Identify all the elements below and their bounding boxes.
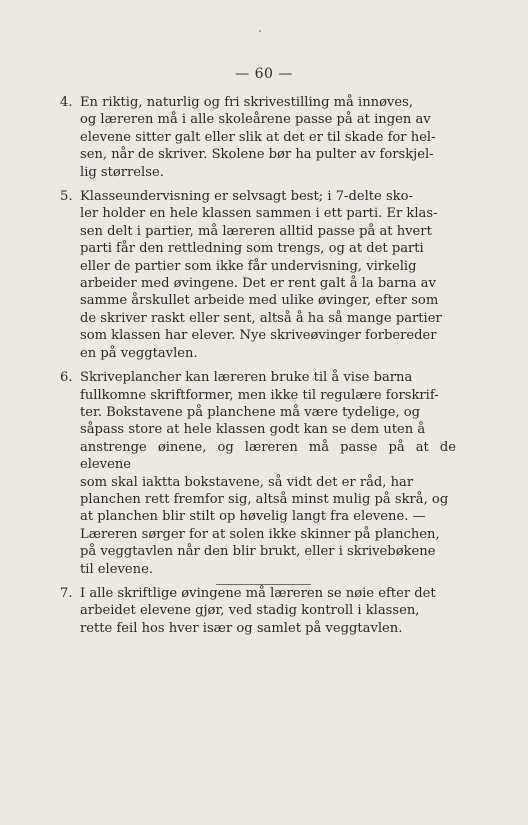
list-item-5 bbox=[60, 188, 456, 362]
list-item-4 bbox=[60, 94, 456, 181]
item-number: 7. bbox=[60, 585, 73, 601]
item-text: Klasseundervisning er selvsagt best; i 7-delte sko- ler holder en hele klassen sammen i ett parti. Er klas- sen delt i partier, må læreren alltid passe på at hvert parti får den rettledning som trengs, og at det parti eller de partier som ikke får undervisning, virkelig arbeider med øvingene. Det er rent galt å la barna av samme årskullet arbeide med ulike øvinger, efter som de skriver raskt eller sent, altså å ha så mange partier som klassen har elever. Nye skriveøvinger forbereder en på veggtavlen. bbox=[80, 189, 442, 361]
page-number: — 60 — bbox=[235, 66, 293, 82]
item-text: En riktig, naturlig og fri skrivestilling må innøves, og læreren må i alle skoleårene passe på at ingen av elevene sitter galt eller slik at det er til skade for hel- sen, når de skriver. Skolene bør ha pulter av forskjel- lig størrelse. bbox=[80, 95, 436, 180]
list-item-7 bbox=[60, 585, 456, 637]
item-text: Skriveplancher kan læreren bruke til å vise barna fullkomne skriftformer, men ikke til regulære forskrif- ter. Bokstavene på planchene må være tydelige, og såpass store at hele klassen godt kan se dem uten å anstrenge øinene, og læreren må passe på at de elevene som skal iaktta bokstavene, så vidt det er råd, har planchen rett fremfor sig, altså minst mulig på skrå, og at planchen blir stilt op høvelig langt fra elevene. — Læreren sørger for at solen ikke skinner på planchen, på veggtavlen når den blir brukt, eller i skrivebøkene til elevene. bbox=[80, 370, 456, 577]
item-text: I alle skriftlige øvingene må læreren se nøie efter det arbeidet elevene gjør, ved stadig kontroll i klassen, rette feil hos hver især og samlet på veggtavlen. bbox=[80, 585, 436, 636]
item-number: 5. bbox=[60, 189, 73, 205]
item-number: 4. bbox=[60, 95, 73, 110]
item-number: 6. bbox=[60, 370, 73, 386]
list-item-6 bbox=[60, 369, 456, 578]
section-divider bbox=[216, 584, 311, 585]
paper-speck bbox=[259, 30, 261, 32]
main-text bbox=[60, 94, 456, 644]
